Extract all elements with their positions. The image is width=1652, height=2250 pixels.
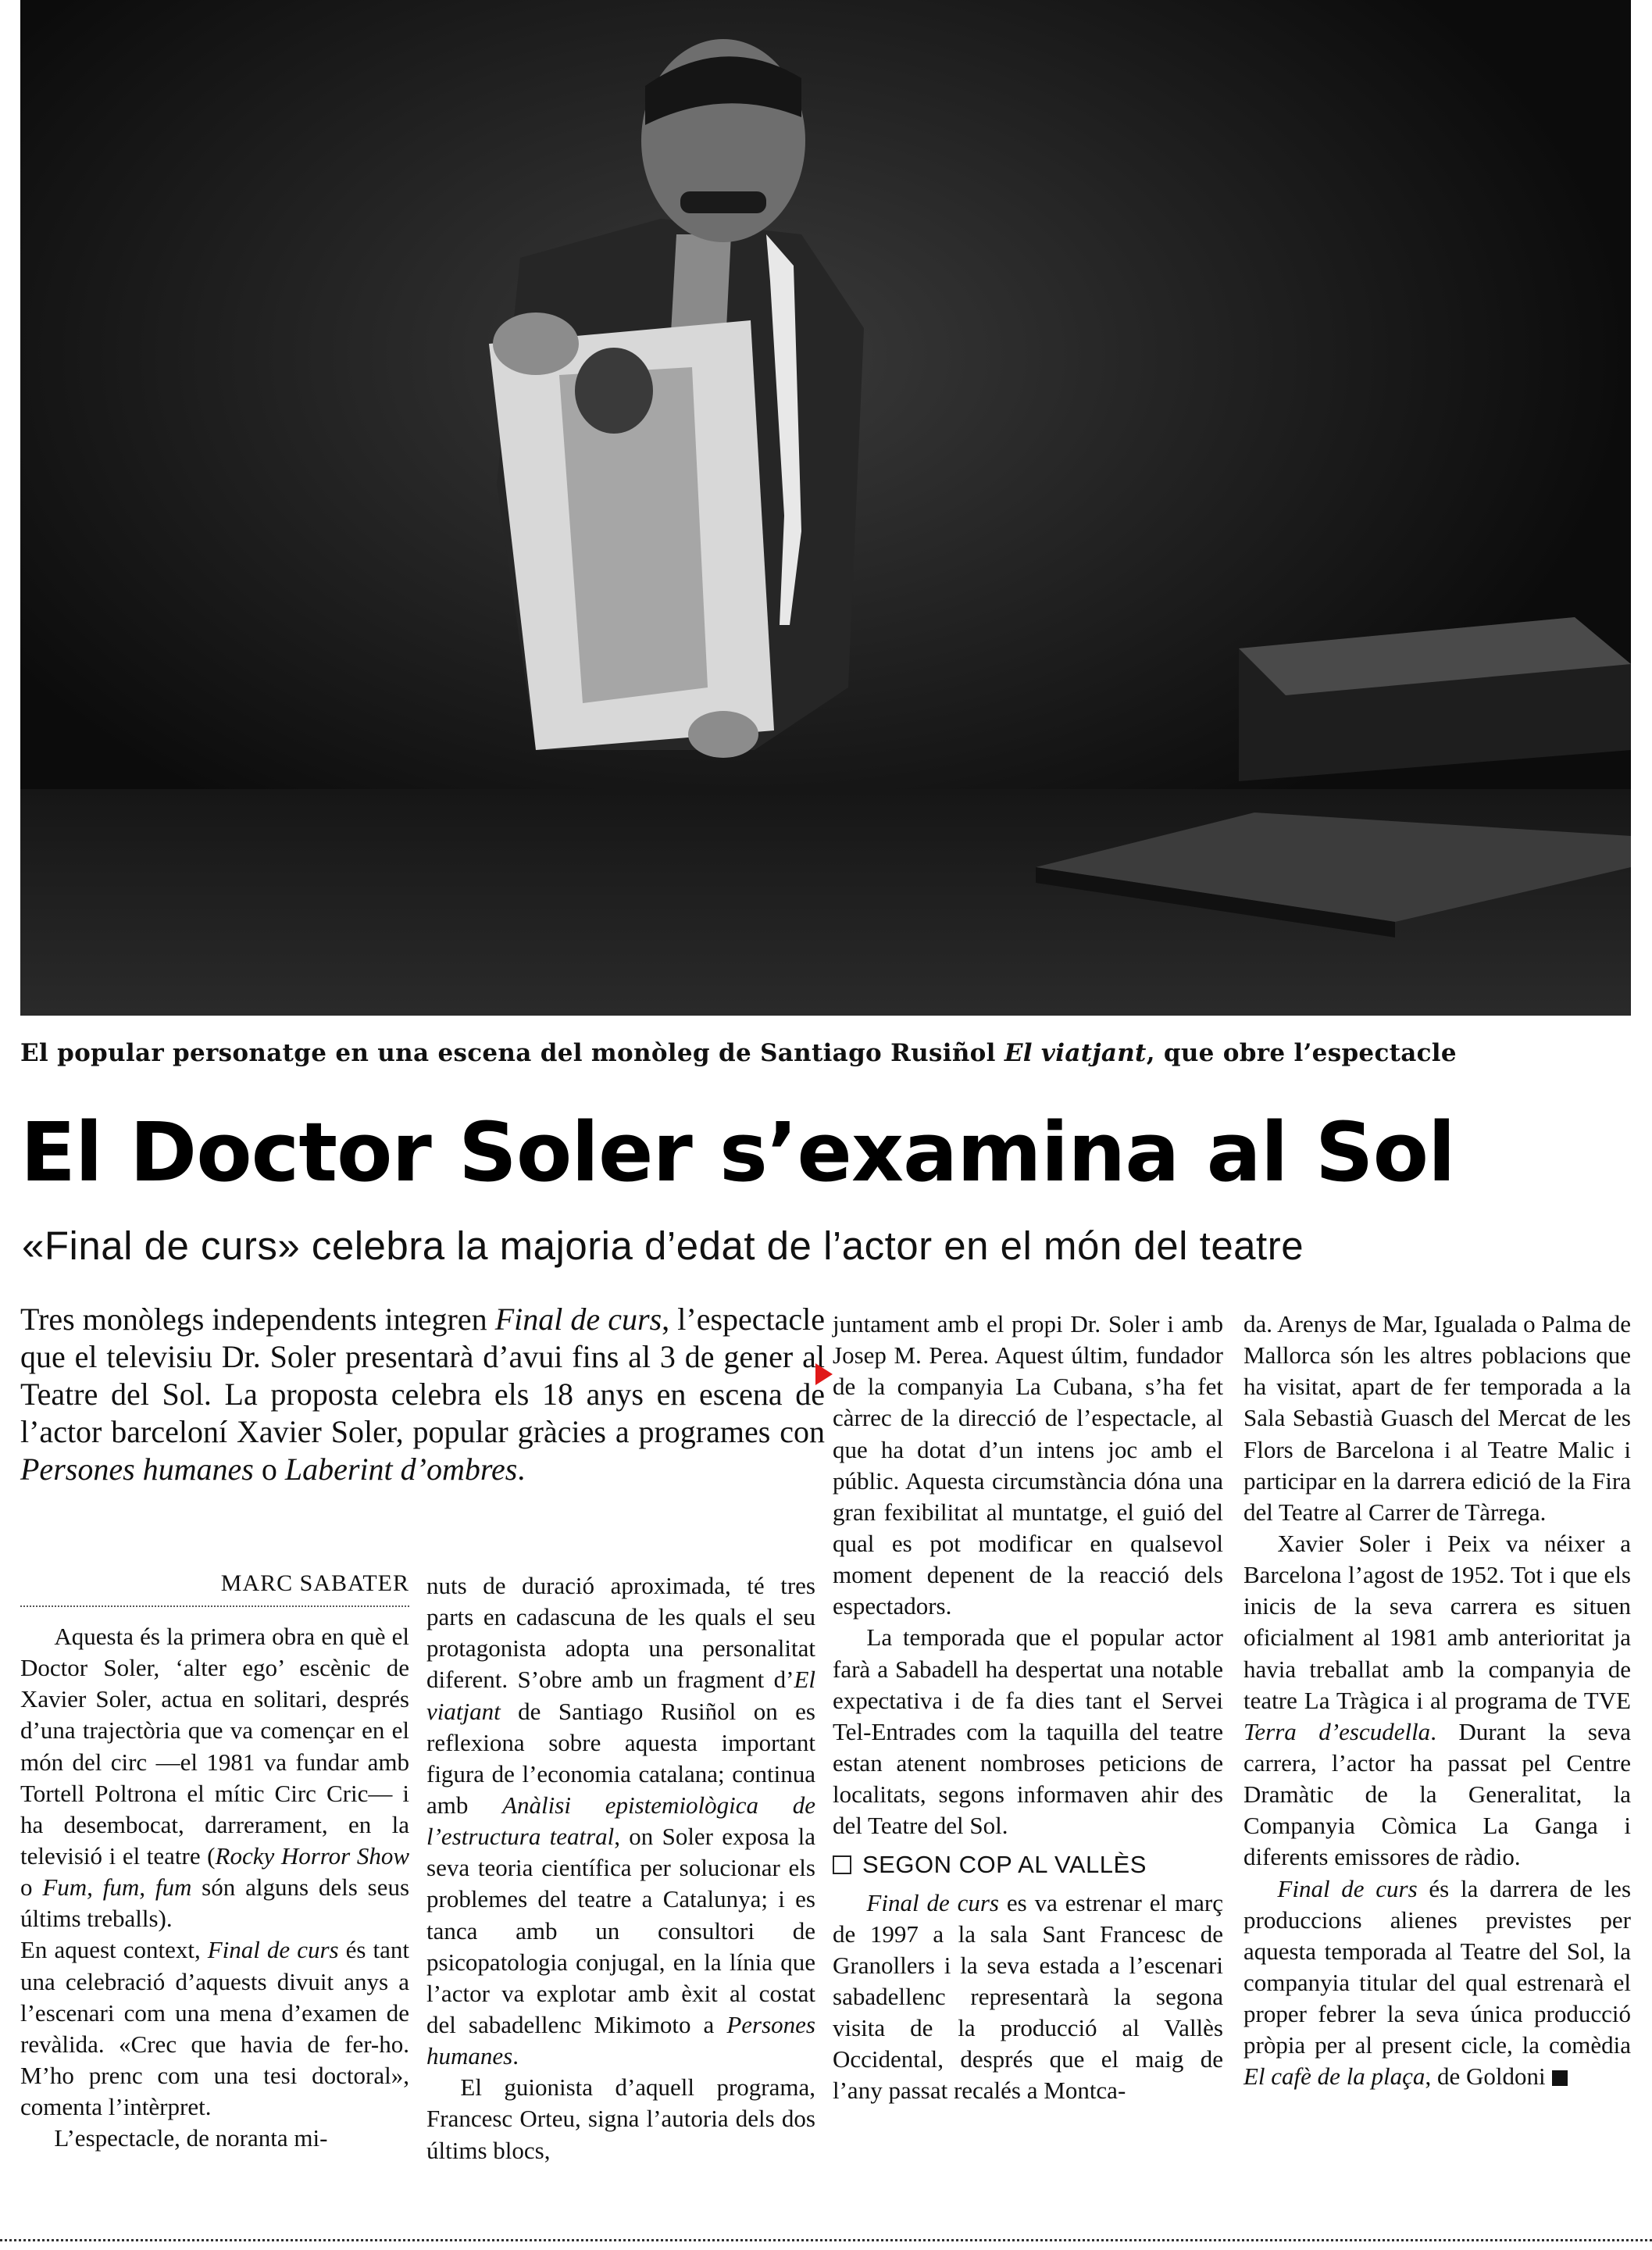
paragraph: La temporada que el popular actor farà a Sabadell ha despertat una notable expectativa i de fa dies tant el Servei Tel-Entrades com la taquilla del teatre estan atenent nombroses peticions de localitats, segons informaven ahir des del Teatre del Sol. <box>833 1623 1223 1840</box>
page-bottom-divider <box>0 2239 1652 2241</box>
caption-text-end: , que obre l’espectacle <box>1146 1039 1457 1067</box>
caption-work-title: El viatjant <box>1004 1039 1147 1067</box>
paragraph: nuts de duració aproximada, té tres parts en cadascuna de les quals el seu protagonista adopta una personalitat diferent. S’obre amb un fragment d’El viatjant de Santiago Rusiñol on es reflexiona sobre aquesta important figura de l’economia catalana; continua amb Anàlisi epistemiològica de l’estructura teatral, on Soler exposa la seva teoria científica per solucionar els problemes del teatre a Catalunya; i es tanca amb un consultori de psicopatologia conjugal, en la línia que l’actor va explotar amb èxit al costat del sabadellenc Mikimoto a Persones humanes. <box>426 1572 816 2070</box>
paragraph: En aquest context, Final de curs és tant una celebració d’aquests divuit anys a l’escenari com una mena d’examen de revàlida. «Crec que havia de fer-ho. M’ho prenc com una tesi doctoral», comenta l’intèrpret. <box>20 1936 410 2121</box>
paragraph: Aquesta és la primera obra en què el Doctor Soler, ‘alter ego’ escènic de Xavier Soler, actua en solitari, després d’una trajectòria que va començar en el món del circ —el 1981 va fundar amb Tortell Poltrona el mític Circ Cric— i ha desembocat, darrerament, en la televisió i el teatre (Rocky Horror Show o Fum, fum, fum són alguns dels seus últims treballs). <box>20 1623 410 1933</box>
end-of-article-icon <box>1552 2070 1568 2086</box>
article-column-3 <box>833 1309 1223 2107</box>
paragraph: da. Arenys de Mar, Igualada o Palma de Mallorca són les altres poblacions que ha visitat, apart de fer temporada a la Sala Sebastià Guasch del Mercat de les Flors de Barcelona i al Teatre Malic i participar en la darrera edició de la Fira del Teatre al Carrer de Tàrrega. <box>1243 1310 1631 1526</box>
paragraph: Xavier Soler i Peix va néixer a Barcelona l’agost de 1952. Tot i que els inicis de la seva carrera es situen oficialment al 1981 amb anterioritat ja havia treballat amb la companyia de teatre La Tràgica i al programa de TVE Terra d’escudella. Durant la seva carrera, l’actor ha passat pel Centre Dramàtic de la Generalitat, la Companyia Còmica La Ganga i diferents emissores de ràdio. <box>1243 1529 1631 1871</box>
paragraph: El guionista d’aquell programa, Francesc Orteu, signa l’autoria dels dos últims blocs, <box>426 2073 815 2164</box>
stage-scene-illustration <box>20 0 1631 1016</box>
article-headline: El Doctor Soler s’examina al Sol <box>20 1105 1455 1200</box>
byline-divider <box>20 1605 409 1607</box>
red-arrow-icon <box>815 1363 833 1385</box>
checkbox-square-icon <box>833 1855 851 1874</box>
section-heading-text: SEGON COP AL VALLÈS <box>862 1851 1147 1879</box>
article-lead: Tres monòlegs independents integren Final de curs, l’espectacle que el televisiu Dr. Soler presentarà d’avui fins al 3 de gener al Teatre del Sol. La proposta celebra els 18 anys en escena de l’actor barceloní Xavier Soler, popular gràcies a programes con Persones humanes o Laberint d’ombres. <box>20 1302 826 1487</box>
paragraph: Final de curs es va estrenar el març de 1997 a la sala Sant Francesc de Granollers i la seva estada a l’escenari sabadellenc representarà la segona visita de la producció al Vallès Occidental, després que el maig de l’any passat recalés a Montca- <box>833 1888 1223 2105</box>
caption-text: El popular personatge en una escena del monòleg de Santiago Rusiñol <box>20 1039 1004 1067</box>
article-subtitle: «Final de curs» celebra la majoria d’edat de l’actor en el món del teatre <box>22 1223 1304 1268</box>
article-column-1 <box>20 1621 409 2154</box>
photo-caption <box>20 1039 1631 1067</box>
paragraph: juntament amb el propi Dr. Soler i amb Josep M. Perea. Aquest últim, fundador de la companyia La Cubana, s’ha fet càrrec de la direcció de l’espectacle, al que ha dotat d’un intens joc amb el públic. Aquesta circumstància dóna una gran fexibilitat al muntatge, el guió del qual es pot modificar en qualsevol moment depenent de la reacció dels espectadors. <box>833 1310 1223 1620</box>
author-byline: MARC SABATER <box>220 1570 409 1596</box>
paragraph: L’espectacle, de noranta mi- <box>54 2124 328 2152</box>
section-heading <box>833 1849 1223 1880</box>
article-column-2 <box>426 1570 815 2166</box>
article-column-4 <box>1243 1309 1631 2093</box>
paragraph: Final de curs és la darrera de les produccions alienes previstes per aquesta temporada al Teatre del Sol, la companyia titular del qual estrenarà el proper febrer la seva única producció pròpia per al present cicle, la comèdia El cafè de la plaça, de Goldoni <box>1243 1874 1632 2091</box>
article-photo <box>20 0 1631 1016</box>
